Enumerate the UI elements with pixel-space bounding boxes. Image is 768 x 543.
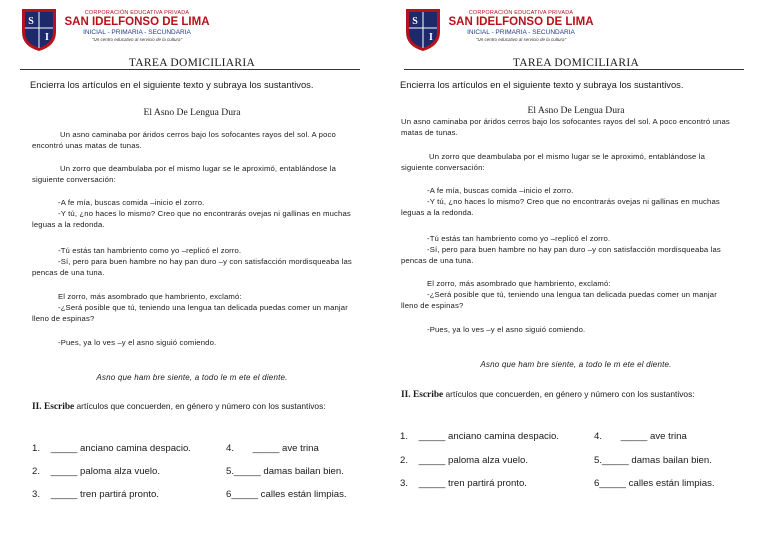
exercise-item: 1. _____ anciano camina despacio. [32,443,191,454]
story-dialogue: -A fe mía, buscas comida –inicio el zorro. -Y tú, ¿no haces lo mismo? Creo que no encontrarás ovejas ni gallinas en muchas leguas a la redonda. [32,198,351,229]
exercise-item: 3. _____ tren partirá pronto. [32,489,159,500]
school-levels: INICIAL - PRIMARIA - SECUNDARIA [83,29,191,36]
instruction-text: Encierra los artículos en el siguiente texto y subraya los sustantivos. [400,79,684,90]
story-dialogue: -Pues, ya lo ves –y el asno siguió comiendo. [427,325,586,334]
story-paragraph: El zorro, más asombrado que hambriento, exclamó: -¿Será posible que tú, teniendo una lengua tan delicada puedas comer un manjar lleno de espinas? [401,279,717,310]
story-moral: Asno que ham bre siente, a todo le m ete el diente. [480,360,672,369]
exercise-item: 2. _____ paloma alza vuelo. [32,466,161,477]
exercise-item: 5._____ damas bailan bien. [226,466,344,477]
story-paragraph: El zorro, más asombrado que hambriento, exclamó: -¿Será posible que tú, teniendo una lengua tan delicada puedas comer un manjar lleno de espinas? [32,292,348,323]
story-paragraph: Un zorro que deambulaba por el mismo lugar se le aproximó, entablándose la siguiente conversación: [401,152,706,172]
school-levels: INICIAL - PRIMARIA - SECUNDARIA [467,29,575,36]
story-paragraph: Un asno caminaba por áridos cerros bajo los sofocantes rayos del sol. A poco encontró unas matas de tunas. [401,117,730,137]
school-name: SAN IDELFONSO DE LIMA [448,16,594,28]
title-divider [20,69,360,70]
worksheet-page-right [384,0,768,543]
svg-text:I: I [429,32,433,43]
svg-text:S: S [28,16,34,27]
exercise-item: 1. _____ anciano camina despacio. [400,431,559,442]
story-paragraph: Un zorro que deambulaba por el mismo lugar se le aproximó, entablándose la siguiente conversación: [32,164,337,184]
school-shield-logo [20,6,58,52]
school-name-block [62,10,212,43]
exercise-item: 6_____ calles están limpias. [594,478,715,489]
school-shield-logo [404,6,442,52]
story-title: El Asno De Lengua Dura [143,107,241,118]
exercise-item: 3. _____ tren partirá pronto. [400,478,527,489]
story-dialogue: -Tú estás tan hambriento como yo –replicó el zorro. -Sí, pero para buen hambre no hay pan duro –y con satisfacción mordisqueaba las pencas de una tuna. [401,234,721,265]
worksheet-title: TAREA DOMICILIARIA [128,57,256,69]
instruction-text: Encierra los artículos en el siguiente texto y subraya los sustantivos. [30,79,314,90]
worksheet-title: TAREA DOMICILIARIA [512,57,640,69]
school-name-block [446,10,596,43]
story-moral: Asno que ham bre siente, a todo le m ete el diente. [96,373,288,382]
exercise-item: 4. _____ ave trina [594,431,687,442]
story-paragraph: Un asno caminaba por áridos cerros bajo los sofocantes rayos del sol. A poco encontró unas matas de tunas. [32,130,336,150]
section-2-instruction: II. Escribe artículos que concuerden, en género y número con los sustantivos: [401,389,695,400]
school-header [404,6,764,54]
school-motto: "Un centro educativo al servicio de la cultura" [475,37,567,42]
school-motto: "Un centro educativo al servicio de la cultura" [91,37,183,42]
story-dialogue: -A fe mía, buscas comida –inicio el zorro. -Y tú, ¿no haces lo mismo? Creo que no encontrarás ovejas ni gallinas en muchas leguas a la redonda. [401,186,720,217]
story-dialogue: -Tú estás tan hambriento como yo –replicó el zorro. -Sí, pero para buen hambre no hay pan duro –y con satisfacción mordisqueaba las pencas de una tuna. [32,246,352,277]
svg-text:I: I [45,32,49,43]
svg-text:S: S [412,16,418,27]
exercise-item: 2. _____ paloma alza vuelo. [400,455,529,466]
title-divider [404,69,744,70]
exercise-item: 5._____ damas bailan bien. [594,455,712,466]
exercise-item: 6_____ calles están limpias. [226,489,347,500]
school-header [20,6,380,54]
story-dialogue: -Pues, ya lo ves –y el asno siguió comiendo. [58,338,217,347]
section-2-instruction: II. Escribe artículos que concuerden, en género y número con los sustantivos: [32,401,326,412]
corporation-label: CORPORACIÓN EDUCATIVA PRIVADA [84,10,190,16]
exercise-item: 4. _____ ave trina [226,443,319,454]
corporation-label: CORPORACIÓN EDUCATIVA PRIVADA [468,10,574,16]
school-name: SAN IDELFONSO DE LIMA [64,16,210,28]
story-title: El Asno De Lengua Dura [527,105,625,116]
